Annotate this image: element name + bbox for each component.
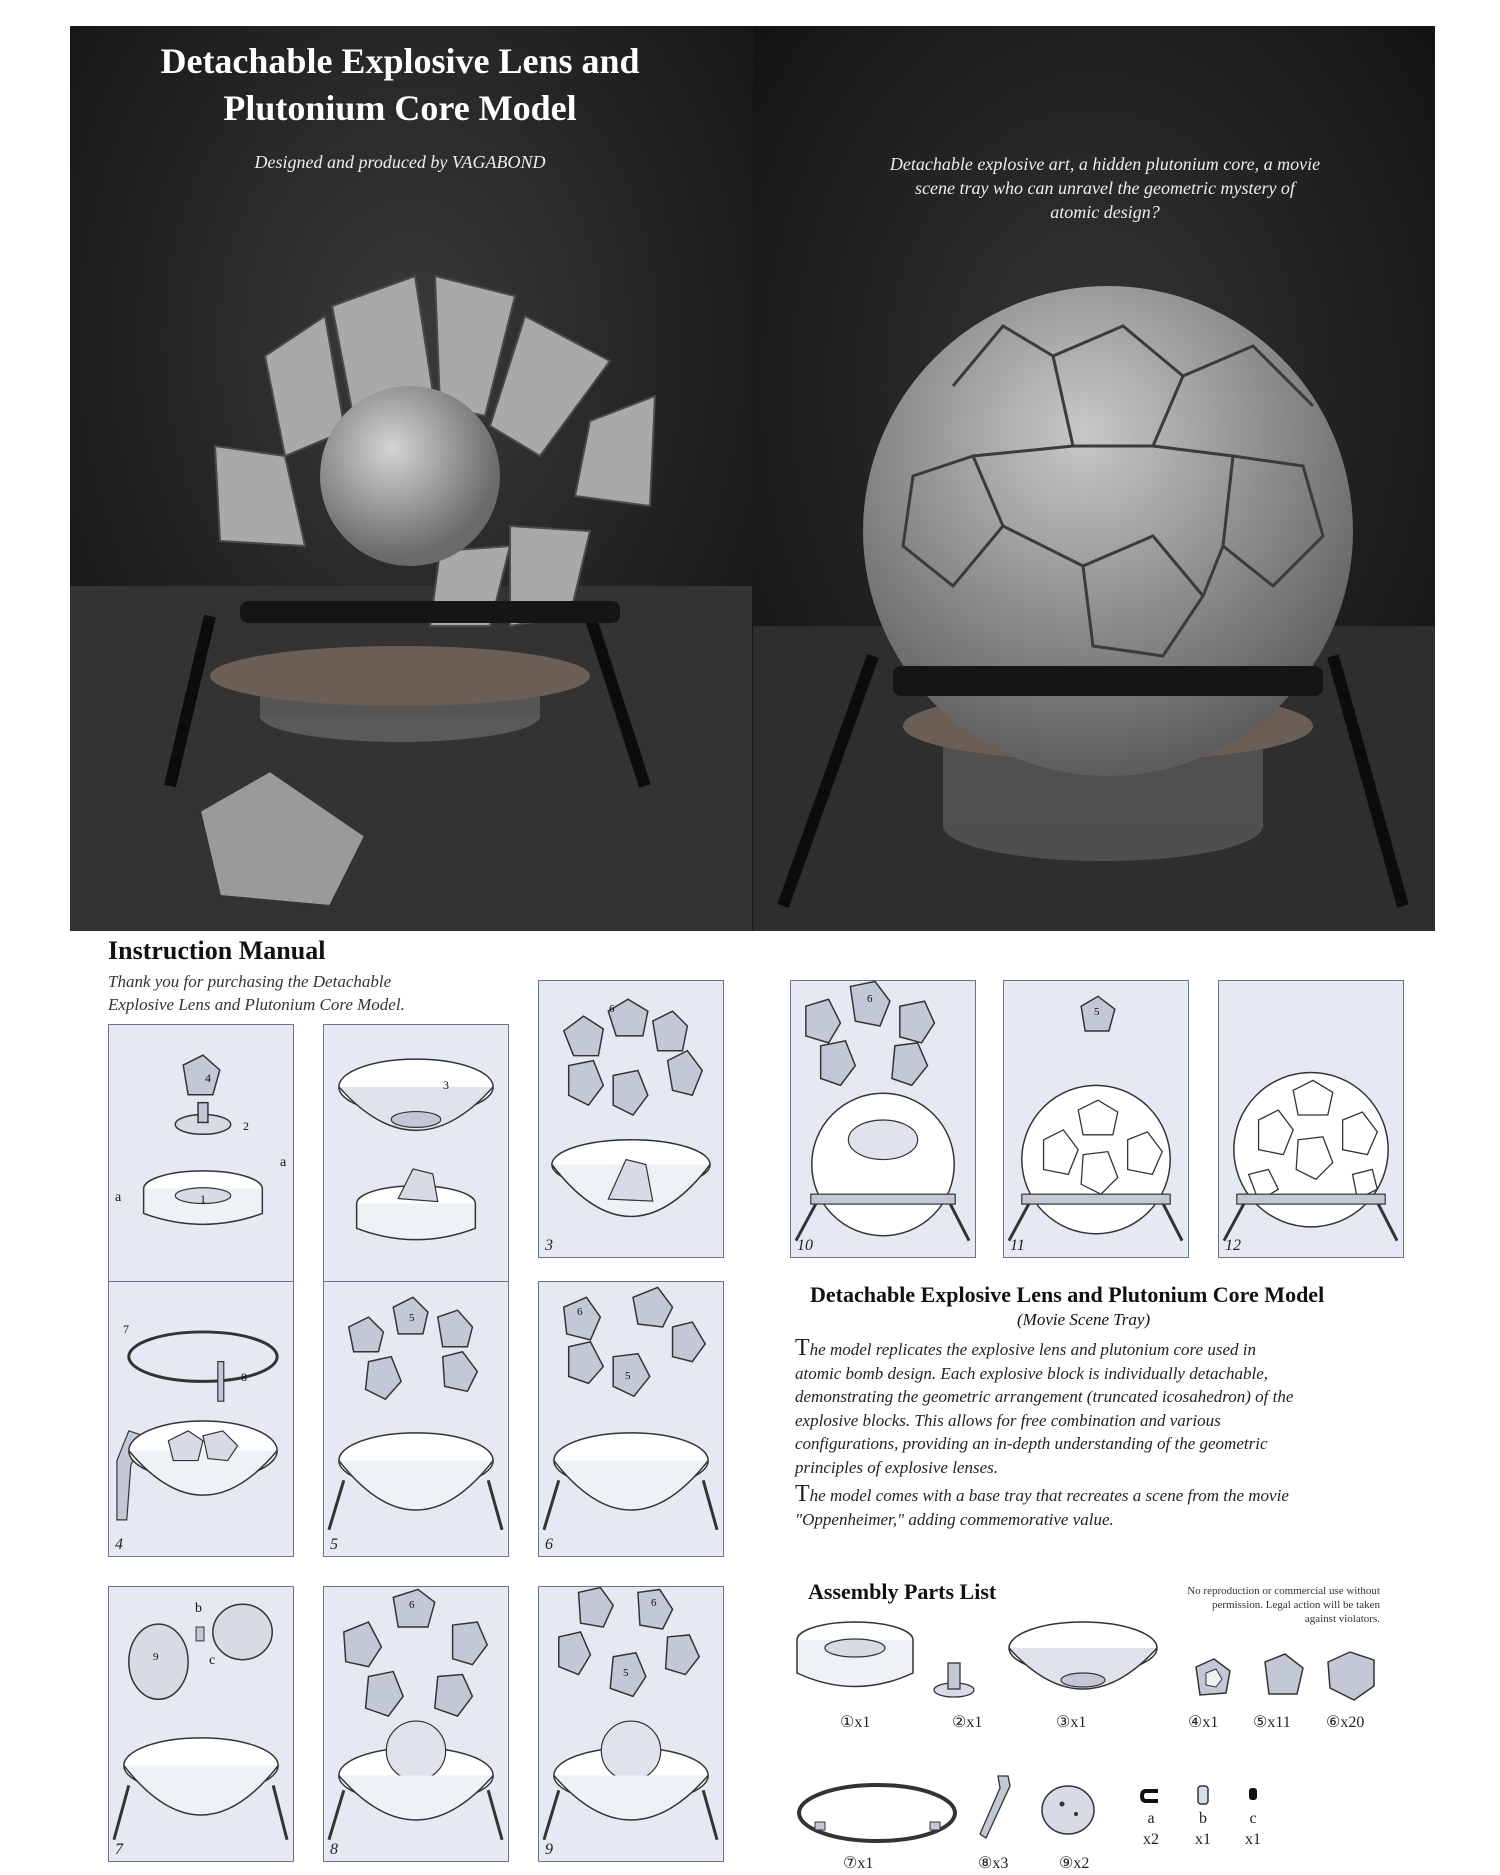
photo-open-model bbox=[70, 26, 752, 931]
hardware-c-stud-icon bbox=[1247, 1786, 1259, 1802]
step-2-panel bbox=[323, 1024, 509, 1300]
part-label-3: ③x1 bbox=[1056, 1714, 1087, 1731]
part-label-2: ②x1 bbox=[952, 1714, 983, 1731]
part-3-bowl bbox=[1006, 1620, 1161, 1700]
hero-title: Detachable Explosive Lens and Plutonium Core Model bbox=[160, 41, 640, 128]
part-label-6: ⑥x20 bbox=[1326, 1714, 1365, 1731]
part-8-leg bbox=[978, 1772, 1013, 1842]
step-number: 5 bbox=[330, 1536, 338, 1553]
step-number: 10 bbox=[797, 1237, 813, 1254]
part-4-hex-block bbox=[1186, 1655, 1236, 1705]
callout-part-6: 6 bbox=[867, 993, 873, 1005]
step-12-panel bbox=[1218, 980, 1404, 1258]
description-title: Detachable Explosive Lens and Plutonium Core Model bbox=[810, 1282, 1325, 1307]
step-3-panel bbox=[538, 980, 724, 1258]
copyright-notice: No reproduction or commercial use without permission. Legal action will be taken against violators. bbox=[1187, 1585, 1380, 1625]
step-number: 11 bbox=[1010, 1237, 1025, 1254]
part-label-4: ④x1 bbox=[1188, 1714, 1219, 1731]
manual-thanks: Thank you for purchasing the Detachable Explosive Lens and Plutonium Core Model. bbox=[108, 972, 405, 1014]
hero-banner bbox=[70, 26, 1435, 931]
callout-b: b bbox=[195, 1601, 202, 1616]
step-5-panel bbox=[323, 1281, 509, 1557]
photo-closed-model bbox=[753, 26, 1435, 931]
part-5-pentagon-block bbox=[1253, 1650, 1308, 1705]
step-number: 4 bbox=[115, 1536, 123, 1553]
part-7-ring bbox=[795, 1778, 960, 1848]
step-10-panel bbox=[790, 980, 976, 1258]
manual-heading: Instruction Manual bbox=[108, 936, 326, 965]
callout-part-8: 8 bbox=[241, 1370, 247, 1384]
step-number: 6 bbox=[545, 1536, 553, 1553]
callout-part-6: 6 bbox=[609, 1003, 615, 1015]
hardware-a-clip-icon bbox=[1140, 1788, 1162, 1804]
callout-part-5: 5 bbox=[625, 1370, 631, 1382]
hardware-label-b: b x1 bbox=[1195, 1810, 1211, 1848]
part-label-9: ⑨x2 bbox=[1059, 1855, 1090, 1872]
part-9-dome bbox=[1038, 1778, 1098, 1838]
callout-part-4: 4 bbox=[205, 1071, 211, 1085]
parts-list-heading: Assembly Parts List bbox=[808, 1579, 997, 1604]
callout-part-5: 5 bbox=[1094, 1006, 1100, 1018]
callout-part-6: 6 bbox=[577, 1306, 583, 1318]
callout-part-1: 1 bbox=[200, 1192, 206, 1206]
step-1-panel bbox=[108, 1024, 294, 1300]
hero-tagline: Detachable explosive art, a hidden plutonium core, a movie scene tray who can unravel the geometric mystery of atomic design? bbox=[889, 154, 1321, 222]
description-paragraph-1: The model replicates the explosive lens and plutonium core used in atomic bomb design. Each explosive block is individually detachable, demonstrating the geometric arrangement (truncated icosahedron) of the explosive blocks. This allows for free combination and various configurations, providing an in-depth understanding of the geometric principles of explosive lenses. bbox=[795, 1335, 1294, 1477]
step-4-panel bbox=[108, 1281, 294, 1557]
step-6-panel bbox=[538, 1281, 724, 1557]
callout-part-9: 9 bbox=[153, 1651, 159, 1663]
hardware-label-c: c x1 bbox=[1245, 1810, 1261, 1848]
callout-part-7: 7 bbox=[123, 1322, 129, 1336]
step-number: 7 bbox=[115, 1841, 123, 1858]
step-11-panel bbox=[1003, 980, 1189, 1258]
hardware-label-a: a x2 bbox=[1143, 1810, 1159, 1848]
part-label-5: ⑤x11 bbox=[1253, 1714, 1291, 1731]
part-1-base-ring bbox=[793, 1618, 918, 1703]
step-number: 3 bbox=[545, 1237, 553, 1254]
part-label-8: ⑧x3 bbox=[978, 1855, 1009, 1872]
hardware-b-pin-icon bbox=[1195, 1784, 1211, 1806]
callout-part-6: 6 bbox=[651, 1597, 657, 1609]
hero-credit: Designed and produced by VAGABOND bbox=[254, 152, 546, 172]
step-8-panel bbox=[323, 1586, 509, 1862]
callout-a-left: a bbox=[115, 1190, 122, 1205]
step-number: 12 bbox=[1225, 1237, 1241, 1254]
callout-a-right: a bbox=[280, 1155, 287, 1170]
step-9-panel bbox=[538, 1586, 724, 1862]
step-number: 9 bbox=[545, 1841, 553, 1858]
part-label-7: ⑦x1 bbox=[843, 1855, 874, 1872]
callout-part-3: 3 bbox=[443, 1078, 449, 1092]
callout-part-2: 2 bbox=[243, 1119, 249, 1133]
part-2-peg bbox=[932, 1655, 977, 1700]
part-6-hexagon-block bbox=[1320, 1648, 1380, 1706]
description-subtitle: (Movie Scene Tray) bbox=[1017, 1310, 1151, 1329]
callout-c: c bbox=[209, 1653, 216, 1668]
step-7-panel bbox=[108, 1586, 294, 1862]
description-paragraph-2: The model comes with a base tray that recreates a scene from the movie "Oppenheimer," adding commemorative value. bbox=[795, 1481, 1289, 1529]
callout-part-6: 6 bbox=[409, 1599, 415, 1611]
step-number: 8 bbox=[330, 1841, 338, 1858]
callout-part-5: 5 bbox=[623, 1667, 629, 1679]
callout-part-5: 5 bbox=[409, 1312, 415, 1324]
part-label-1: ①x1 bbox=[840, 1714, 871, 1731]
